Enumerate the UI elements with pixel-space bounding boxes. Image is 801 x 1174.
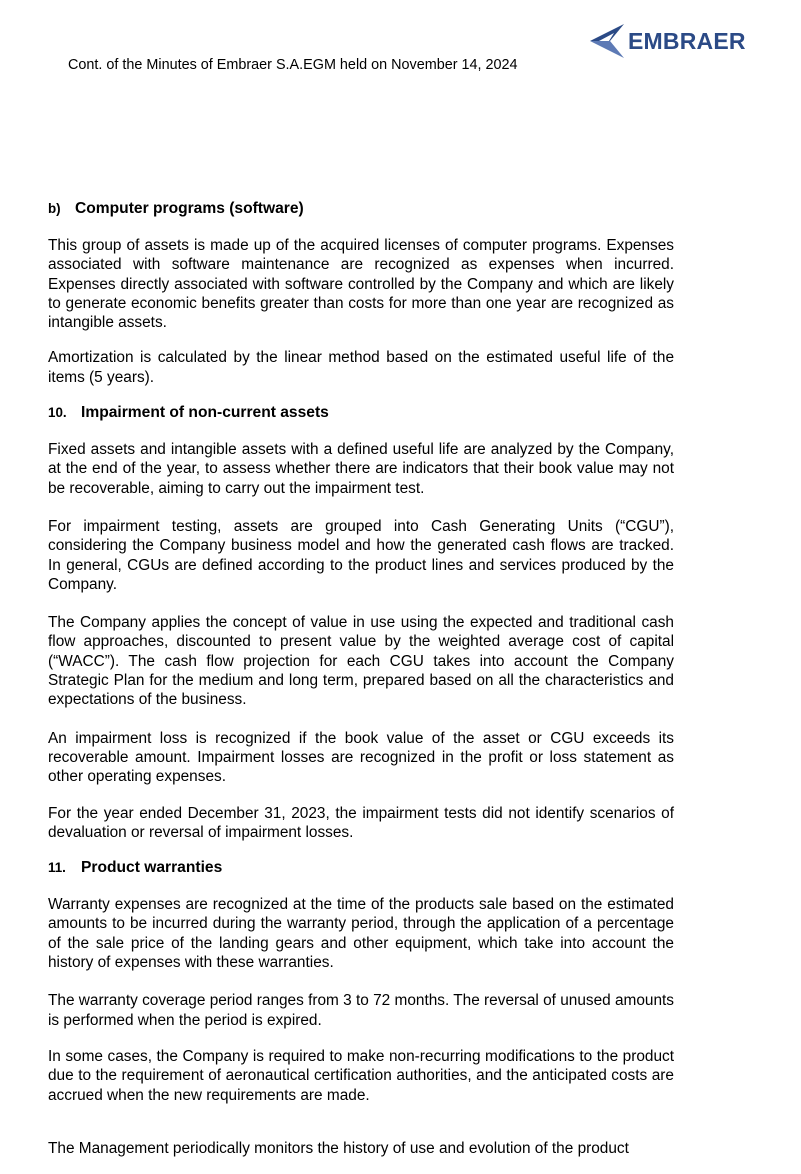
- paragraph: Amortization is calculated by the linear method based on the estimated useful life of the items (5 years).: [48, 349, 674, 386]
- paragraph: For impairment testing, assets are grouped into Cash Generating Units (“CGU”), considering the Company business model and how the generated cash flows are tracked. In general, CGUs are defined according to the product lines and services produced by the Company.: [48, 517, 674, 593]
- section-number: 11.: [48, 860, 66, 876]
- paragraph: For the year ended December 31, 2023, the impairment tests did not identify scenarios of devaluation or reversal of impairment losses.: [48, 804, 674, 841]
- embraer-logo: [590, 24, 746, 58]
- section-heading-warranties: [48, 858, 674, 877]
- document-body: [48, 199, 674, 1105]
- section-heading-impairment: [48, 403, 674, 422]
- paragraph: An impairment loss is recognized if the book value of the asset or CGU exceeds its recoverable amount. Impairment losses are recognized in the profit or loss statement as other operating expenses.: [48, 729, 674, 786]
- section-title: Product warranties: [81, 859, 223, 877]
- paragraph: In some cases, the Company is required to make non-recurring modifications to the product due to the requirement of aeronautical certification authorities, and the anticipated costs are accrued when the new requirements are made.: [48, 1047, 674, 1104]
- section-title: Computer programs (software): [75, 200, 304, 217]
- section-title: Impairment of non-current assets: [81, 404, 329, 422]
- section-heading-software: [48, 199, 674, 218]
- section-number: b): [48, 201, 61, 216]
- paragraph: The warranty coverage period ranges from 3 to 72 months. The reversal of unused amounts is performed when the period is expired.: [48, 992, 674, 1029]
- embraer-logo-mark-icon: [590, 24, 626, 58]
- paragraph: The Company applies the concept of value in use using the expected and traditional cash flow approaches, discounted to present value by the weighted average cost of capital (“WACC”). The cash flow projection for each CGU takes into account the Company Strategic Plan for the medium and long term, prepared based on all the characteristics and expectations of the business.: [48, 614, 674, 709]
- embraer-logo-text: EMBRAER: [628, 27, 746, 54]
- paragraph: Warranty expenses are recognized at the time of the products sale based on the estimated amounts to be incurred during the warranty period, through the application of a percentage of the sale price of the landing gears and other equipment, which take into account the history of expenses with these warranties.: [48, 896, 674, 972]
- paragraph: Fixed assets and intangible assets with a defined useful life are analyzed by the Company, at the end of the year, to assess whether there are indicators that their book value may not be recoverable, aiming to carry out the impairment test.: [48, 441, 674, 497]
- minutes-header: Cont. of the Minutes of Embraer S.A.EGM held on November 14, 2024: [68, 57, 518, 73]
- paragraph: This group of assets is made up of the acquired licenses of computer programs. Expenses associated with software maintenance are recognized as expenses when incurred. Expenses directly associated with software controlled by the Company and which are likely to generate economic benefits greater than costs for more than one year are recognized as intangible assets.: [48, 237, 674, 332]
- section-number: 10.: [48, 405, 67, 421]
- paragraph-continued: The Management periodically monitors the history of use and evolution of the product: [48, 1140, 629, 1157]
